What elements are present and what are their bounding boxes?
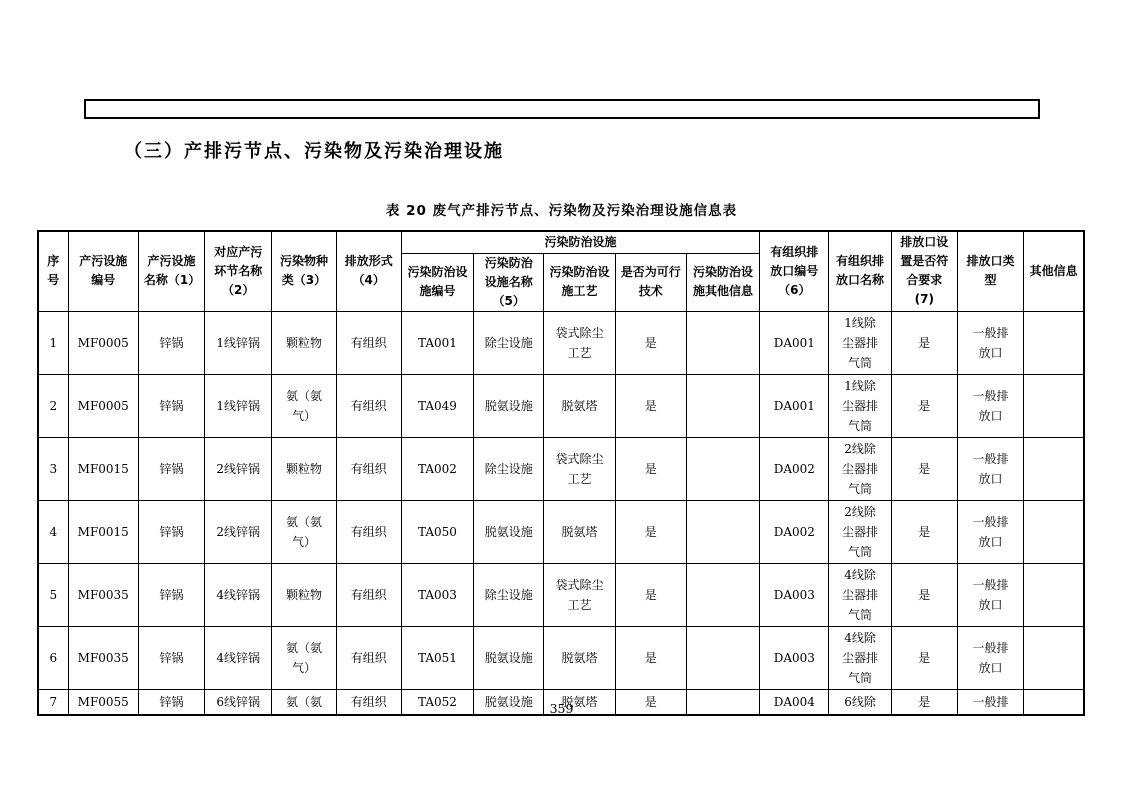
table-cell: TA002 xyxy=(401,437,473,500)
table-cell: 有组织 xyxy=(336,437,401,500)
table-cell: 颗粒物 xyxy=(272,437,336,500)
table-cell: 是 xyxy=(615,374,686,437)
table-cell: 袋式除尘工艺 xyxy=(544,563,615,626)
table-cell: DA003 xyxy=(760,626,829,689)
table-cell: 除尘设施 xyxy=(474,311,544,374)
table-cell: 有组织 xyxy=(336,311,401,374)
table-cell: 是 xyxy=(615,437,686,500)
sub-column-header-2: 污染防治设施工艺 xyxy=(544,253,615,311)
table-cell: DA004 xyxy=(760,689,829,715)
table-cell xyxy=(1024,500,1084,563)
table-cell: 2线除尘器排气筒 xyxy=(829,437,891,500)
group-header-pollution-control: 污染防治设施 xyxy=(401,231,759,253)
table-cell: 一般排放口 xyxy=(957,500,1023,563)
table-cell: 一般排放口 xyxy=(957,437,1023,500)
table-title: 表 20 废气产排污节点、污染物及污染治理设施信息表 xyxy=(385,203,738,219)
table-cell: 6线除 xyxy=(829,689,891,715)
table-cell: TA050 xyxy=(401,500,473,563)
table-cell: 有组织 xyxy=(336,500,401,563)
table-cell: 脱氨塔 xyxy=(544,626,615,689)
column-header-right-0: 有组织排放口编号（6） xyxy=(760,231,829,311)
table-cell: 2线锌锅 xyxy=(205,500,272,563)
table-cell xyxy=(1024,374,1084,437)
table-cell: 脱氨塔 xyxy=(544,500,615,563)
table-header xyxy=(38,231,1084,311)
table-cell: 锌锅 xyxy=(138,563,204,626)
table-cell: 是 xyxy=(891,437,957,500)
table-row xyxy=(38,563,1084,626)
table-cell: 2线锌锅 xyxy=(205,437,272,500)
table-cell: 是 xyxy=(615,311,686,374)
table-cell: 6 xyxy=(38,626,68,689)
table-cell: 5 xyxy=(38,563,68,626)
table-cell: 有组织 xyxy=(336,563,401,626)
header-row-top xyxy=(38,231,1084,253)
table-cell: 是 xyxy=(891,374,957,437)
table-cell: 袋式除尘工艺 xyxy=(544,437,615,500)
table-cell: MF0035 xyxy=(68,563,138,626)
table-cell: 有组织 xyxy=(336,626,401,689)
sub-column-header-3: 是否为可行技术 xyxy=(615,253,686,311)
table-cell: 是 xyxy=(615,626,686,689)
table-cell xyxy=(1024,311,1084,374)
table-cell: 脱氨设施 xyxy=(474,689,544,715)
table-cell xyxy=(686,374,759,437)
table-cell xyxy=(1024,563,1084,626)
sub-column-header-0: 污染防治设施编号 xyxy=(401,253,473,311)
table-cell: 除尘设施 xyxy=(474,563,544,626)
table-cell: TA049 xyxy=(401,374,473,437)
table-cell: 1 xyxy=(38,311,68,374)
table-cell: 4线除尘器排气筒 xyxy=(829,626,891,689)
column-header-right-2: 排放口设置是否符合要求(7) xyxy=(891,231,957,311)
table-cell xyxy=(686,437,759,500)
table-row xyxy=(38,626,1084,689)
table-cell: MF0055 xyxy=(68,689,138,715)
sub-column-header-4: 污染防治设施其他信息 xyxy=(686,253,759,311)
column-header-4: 污染物种类（3） xyxy=(272,231,336,311)
table-cell: MF0015 xyxy=(68,437,138,500)
table-cell: 一般排放口 xyxy=(957,626,1023,689)
table-cell: 1线除尘器排气筒 xyxy=(829,374,891,437)
table-cell: 2 xyxy=(38,374,68,437)
table-body xyxy=(38,311,1084,715)
table-cell: 脱氨设施 xyxy=(474,374,544,437)
column-header-1: 产污设施编号 xyxy=(68,231,138,311)
table-cell: 是 xyxy=(891,311,957,374)
table-row xyxy=(38,311,1084,374)
table-cell: MF0005 xyxy=(68,374,138,437)
table-cell: 一般排放口 xyxy=(957,374,1023,437)
table-cell: TA001 xyxy=(401,311,473,374)
table-cell: 一般排放口 xyxy=(957,311,1023,374)
table-cell: 是 xyxy=(891,563,957,626)
table-cell: 脱氨塔 xyxy=(544,374,615,437)
column-header-right-3: 排放口类型 xyxy=(957,231,1023,311)
table-cell: DA001 xyxy=(760,311,829,374)
table-cell: 1线除尘器排气筒 xyxy=(829,311,891,374)
table-cell: 脱氨塔 xyxy=(544,689,615,715)
table-cell: 4 xyxy=(38,500,68,563)
table-cell: DA001 xyxy=(760,374,829,437)
table-cell xyxy=(686,626,759,689)
table-cell: 是 xyxy=(615,500,686,563)
table-cell xyxy=(686,311,759,374)
table-cell: 是 xyxy=(891,500,957,563)
table-cell: 氨（氨气） xyxy=(272,374,336,437)
table-cell: DA002 xyxy=(760,437,829,500)
table-cell: 氨（氨气） xyxy=(272,626,336,689)
table-cell: 6线锌锅 xyxy=(205,689,272,715)
table-cell: 是 xyxy=(615,689,686,715)
column-header-right-4: 其他信息 xyxy=(1024,231,1084,311)
table-cell: 锌锅 xyxy=(138,689,204,715)
table-cell: 4线锌锅 xyxy=(205,563,272,626)
table-cell: 锌锅 xyxy=(138,500,204,563)
table-cell: 颗粒物 xyxy=(272,311,336,374)
table-row xyxy=(38,500,1084,563)
table-cell: TA051 xyxy=(401,626,473,689)
column-header-5: 排放形式（4） xyxy=(336,231,401,311)
table-cell: 是 xyxy=(891,626,957,689)
page-number: 359 xyxy=(549,701,574,716)
column-header-3: 对应产污环节名称（2） xyxy=(205,231,272,311)
table-cell: 一般排放口 xyxy=(957,563,1023,626)
table-cell: 2线除尘器排气筒 xyxy=(829,500,891,563)
table-cell: 锌锅 xyxy=(138,437,204,500)
table-cell xyxy=(1024,626,1084,689)
table-cell: 袋式除尘工艺 xyxy=(544,311,615,374)
empty-header-box xyxy=(84,99,1040,119)
table-cell: 有组织 xyxy=(336,689,401,715)
table-cell: MF0015 xyxy=(68,500,138,563)
table-cell: 一般排 xyxy=(957,689,1023,715)
table-cell xyxy=(686,563,759,626)
table-cell: 锌锅 xyxy=(138,626,204,689)
table-cell: DA003 xyxy=(760,563,829,626)
column-header-2: 产污设施名称（1） xyxy=(138,231,204,311)
table-row xyxy=(38,374,1084,437)
table-cell: TA003 xyxy=(401,563,473,626)
table-cell: 1线锌锅 xyxy=(205,311,272,374)
table-cell: 脱氨设施 xyxy=(474,500,544,563)
table-row xyxy=(38,437,1084,500)
table-cell: TA052 xyxy=(401,689,473,715)
table-cell: 除尘设施 xyxy=(474,437,544,500)
column-header-0: 序号 xyxy=(38,231,68,311)
table-cell: 4线除尘器排气筒 xyxy=(829,563,891,626)
sub-column-header-1: 污染防治设施名称（5） xyxy=(474,253,544,311)
table-cell: 是 xyxy=(615,563,686,626)
table-cell: 脱氨设施 xyxy=(474,626,544,689)
table-cell: 颗粒物 xyxy=(272,563,336,626)
table-cell: 锌锅 xyxy=(138,311,204,374)
table-cell xyxy=(1024,437,1084,500)
column-header-right-1: 有组织排放口名称 xyxy=(829,231,891,311)
table-cell: MF0005 xyxy=(68,311,138,374)
table-cell: 3 xyxy=(38,437,68,500)
table-cell: MF0035 xyxy=(68,626,138,689)
section-heading: （三）产排污节点、污染物及污染治理设施 xyxy=(124,141,504,162)
table-cell: 4线锌锅 xyxy=(205,626,272,689)
table-cell: 锌锅 xyxy=(138,374,204,437)
table-cell: 是 xyxy=(891,689,957,715)
table-cell: 有组织 xyxy=(336,374,401,437)
table-cell: 氨（氨 xyxy=(272,689,336,715)
table-cell xyxy=(686,500,759,563)
table-cell: 1线锌锅 xyxy=(205,374,272,437)
table-cell: 7 xyxy=(38,689,68,715)
table-cell: DA002 xyxy=(760,500,829,563)
table-cell: 氨（氨气） xyxy=(272,500,336,563)
pollution-facility-table xyxy=(37,230,1085,716)
